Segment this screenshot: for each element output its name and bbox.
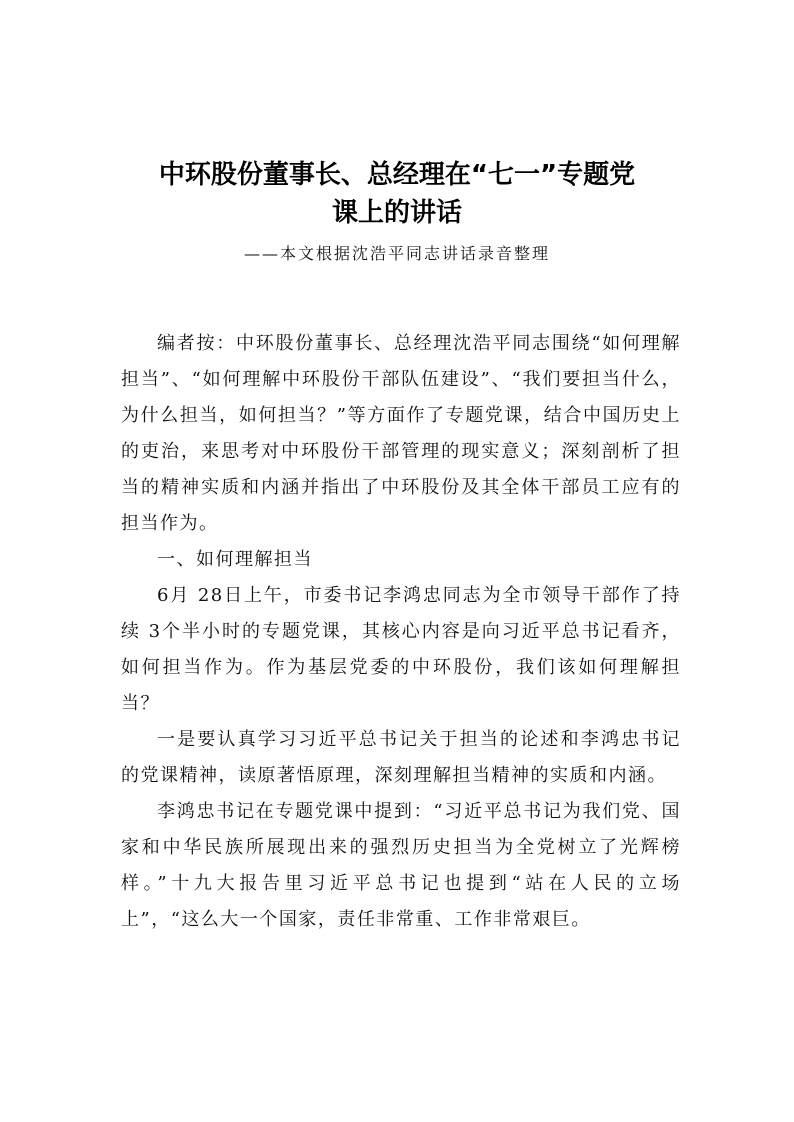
section-heading-1: 一、如何理解担当: [157, 549, 313, 570]
editor-note-paragraph: 编者按：中环股份董事长、总经理沈浩平同志围绕“如何理解担当”、“如何理解中环股份干部队伍建设”、“我们要担当什么，为什么担当，如何担当？”等方面作了专题党课，结合中国历史上的吏治，来思考对中环股份干部管理的现实意义；深刻剖析了担当的精神实质和内涵并指出了中环股份及其全体干部员工应有的担当作为。: [121, 333, 681, 534]
document-body: [121, 326, 681, 938]
document-subtitle: ——本文根据沈浩平同志讲话录音整理: [243, 244, 550, 263]
document-title-line-1: 中环股份董事长、总经理在“七一”专题党: [158, 160, 636, 190]
body-paragraph-3: 李鸿忠书记在专题党课中提到：“习近平总书记为我们党、国家和中华民族所展现出来的强烈历史担当为全党树立了光辉榜样。”十九大报告里习近平总书记也提到“站在人民的立场上”，“这么大一个国家，责任非常重、工作非常艰巨。: [121, 801, 681, 930]
document-title-line-2: 课上的讲话: [331, 198, 462, 228]
body-paragraph-2: 一是要认真学习习近平总书记关于担当的论述和李鸿忠书记的党课精神，读原著悟原理，深刻理解担当精神的实质和内涵。: [121, 729, 681, 786]
body-paragraph-1: 6月 28日上午，市委书记李鸿忠同志为全市领导干部作了持续 3个半小时的专题党课，其核心内容是向习近平总书记看齐，如何担当作为。作为基层党委的中环股份，我们该如何理解担当？: [121, 585, 681, 714]
